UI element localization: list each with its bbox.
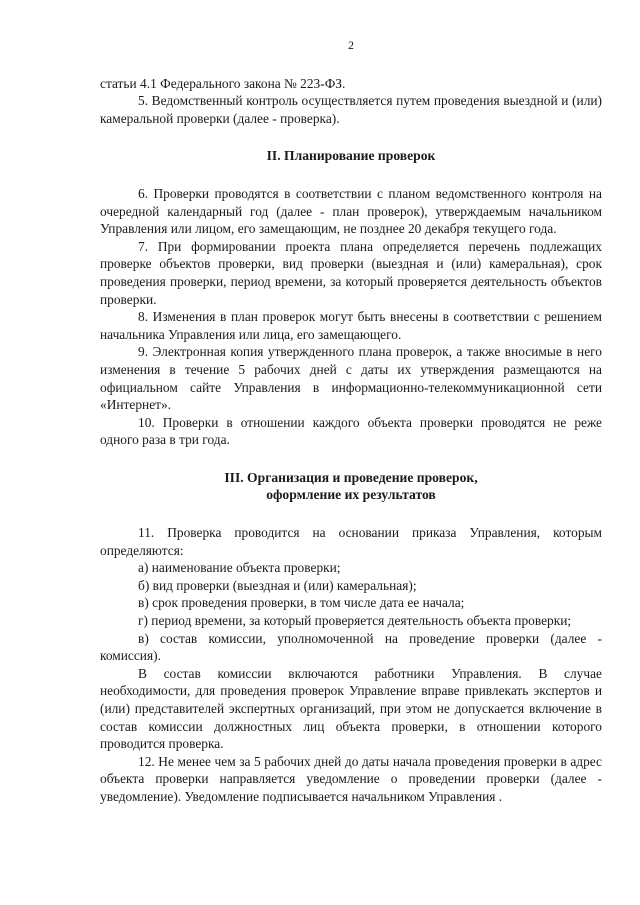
paragraph-9: 9. Электронная копия утвержденного плана проверок, а также вносимые в него изменения в течение 5 рабочих дней с даты их утверждения размещаются на официальном сайте Управления в информационно-телекоммуникационной сети «Интернет». bbox=[100, 344, 602, 413]
list-item-b: б) вид проверки (выездная и (или) камеральная); bbox=[138, 577, 417, 593]
list-item-a: а) наименование объекта проверки; bbox=[138, 560, 341, 576]
paragraph-8: 8. Изменения в план проверок могут быть внесены в соответствии с решением начальника Управления или лица, его замещающего. bbox=[100, 309, 602, 342]
paragraph-11: 11. Проверка проводится на основании приказа Управления, которым определяются: bbox=[100, 525, 602, 558]
section-3-heading bbox=[100, 469, 602, 504]
paragraph-12: 12. Не менее чем за 5 рабочих дней до даты начала проведения проверки в адрес объекта проверки направляется уведомление о проведении проверки (далее - уведомление). Уведомление подписывается начальником Управления . bbox=[100, 753, 602, 804]
intro-line: статьи 4.1 Федерального закона № 223-ФЗ. bbox=[100, 75, 346, 91]
paragraph-10: 10. Проверки в отношении каждого объекта проверки проводятся не реже одного раза в три года. bbox=[100, 414, 602, 448]
section-3-heading-line-1: III. Организация и проведение проверок, bbox=[224, 469, 478, 485]
page-number: 2 bbox=[348, 38, 354, 52]
section-3-heading-line-2: оформление их результатов bbox=[266, 487, 436, 503]
list-item-v-term: в) срок проведения проверки, в том числе дата ее начала; bbox=[138, 595, 465, 611]
paragraph-6: 6. Проверки проводятся в соответствии с планом ведомственного контроля на очередной календарный год (далее - план проверок), утверждаемым начальником Управления или лицом, его замещающим, не позднее 20 декабря текущего года. bbox=[100, 185, 602, 237]
list-item-g: г) период времени, за который проверяется деятельность объекта проверки; bbox=[138, 613, 572, 629]
section-2-heading: II. Планирование проверок bbox=[266, 148, 436, 164]
paragraph-commission: В состав комиссии включаются работники Управления. В случае необходимости, для проведения проверок Управление вправе привлекать экспертов и (или) представителей экспертных организаций, при этом не допускается включение в состав комиссии должностных лиц объекта проверки, в отношении которого проводится проверка. bbox=[100, 665, 602, 752]
paragraph-5: 5. Ведомственный контроль осуществляется путем проведения выездной и (или) камеральной проверки (далее - проверка). bbox=[100, 93, 602, 126]
list-item-v-commission: в) состав комиссии, уполномоченной на проведение проверки (далее - комиссия). bbox=[100, 630, 602, 664]
paragraph-7: 7. При формировании проекта плана определяется перечень подлежащих проверке объектов проверки, вид проверки (выездная и (или) камеральная), срок проведения проверки, период времени, за который проверяется деятельность объектов проверки. bbox=[100, 238, 602, 307]
